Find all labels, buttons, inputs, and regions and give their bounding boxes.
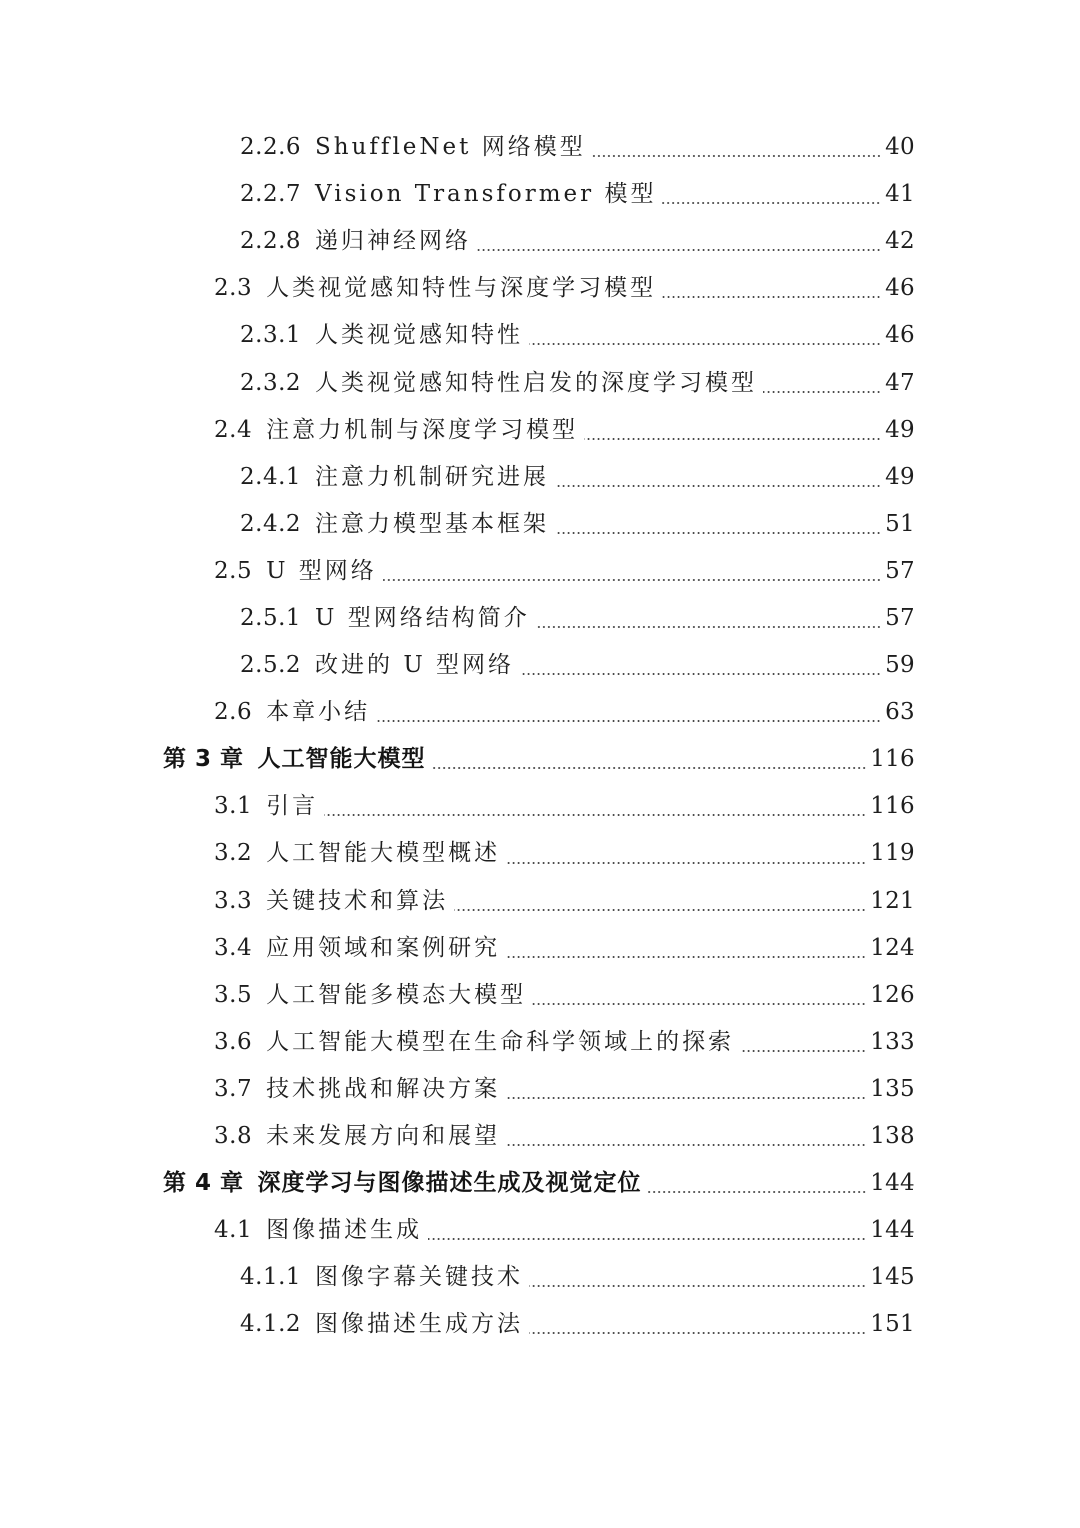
toc-entry-title: 图像描述生成方法 [315, 1311, 524, 1338]
toc-entry-number: 2.3.2 [240, 369, 302, 396]
toc-dot-leader [648, 1191, 867, 1193]
toc-entry-title: 人工智能大模型 [257, 746, 426, 773]
toc-entry-page-number: 138 [870, 1123, 915, 1150]
toc-entry-title: 应用领域和案例研究 [266, 934, 501, 961]
toc-entry[interactable] [0, 1301, 1080, 1348]
toc-entry-title: 改进的 U 型网络 [315, 652, 515, 679]
toc-entry-page-number: 135 [870, 1075, 915, 1102]
toc-dot-leader [592, 155, 881, 157]
toc-dot-leader [740, 1050, 866, 1052]
toc-entry-title: 图像描述生成 [266, 1217, 423, 1244]
toc-entry-title: 人类视觉感知特性 [315, 322, 524, 349]
toc-entry-title: 注意力机制研究进展 [315, 463, 550, 490]
toc-entry-page-number: 57 [885, 557, 915, 584]
toc-entry[interactable] [0, 689, 1080, 736]
toc-entry-page-number: 57 [885, 604, 915, 631]
toc-dot-leader [520, 673, 881, 675]
toc-entry-number: 2.3 [214, 275, 253, 302]
toc-entry-title: 技术挑战和解决方案 [266, 1075, 501, 1102]
toc-entry-title: 本章小结 [266, 699, 371, 726]
toc-entry[interactable] [0, 1066, 1080, 1113]
toc-entry-page-number: 63 [885, 699, 915, 726]
toc-entry-number: 3.5 [214, 981, 253, 1008]
toc-entry-page-number: 124 [870, 934, 915, 961]
toc-entry[interactable] [0, 783, 1080, 830]
toc-entry-page-number: 126 [870, 981, 915, 1008]
toc-entry-number: 3.2 [214, 840, 253, 867]
toc-entry[interactable] [0, 1019, 1080, 1066]
toc-entry-page-number: 40 [885, 134, 915, 161]
toc-entry-title: U 型网络结构简介 [315, 604, 530, 631]
toc-entry-page-number: 49 [885, 463, 915, 490]
toc-entry-number: 2.4 [214, 416, 253, 443]
toc-dot-leader [662, 296, 881, 298]
toc-dot-leader [383, 579, 881, 581]
toc-dot-leader [529, 1285, 866, 1287]
toc-entry-number: 3.4 [214, 934, 253, 961]
toc-entry-number: 3.7 [214, 1075, 253, 1102]
toc-entry-title: 人工智能多模态大模型 [266, 981, 527, 1008]
toc-dot-leader [428, 1238, 866, 1240]
toc-entry[interactable] [0, 1254, 1080, 1301]
toc-entry[interactable] [0, 124, 1080, 171]
toc-dot-leader [376, 720, 881, 722]
toc-entry-number: 2.6 [214, 699, 253, 726]
toc-chapter-heading[interactable] [0, 1160, 1080, 1207]
toc-entry[interactable] [0, 218, 1080, 265]
toc-entry-number: 3.3 [214, 887, 253, 914]
toc-entry[interactable] [0, 548, 1080, 595]
toc-entry[interactable] [0, 265, 1080, 312]
toc-entry-page-number: 46 [885, 322, 915, 349]
toc-entry[interactable] [0, 171, 1080, 218]
toc-entry-page-number: 145 [870, 1264, 915, 1291]
toc-entry-number: 第 3 章 [163, 746, 244, 773]
toc-entry-number: 4.1 [214, 1217, 253, 1244]
toc-entry-title: 递归神经网络 [315, 228, 472, 255]
toc-dot-leader [506, 1097, 866, 1099]
toc-dot-leader [506, 1144, 866, 1146]
toc-entry-page-number: 133 [870, 1028, 915, 1055]
toc-entry-number: 2.4.2 [240, 510, 302, 537]
toc-entry[interactable] [0, 642, 1080, 689]
toc-entry-page-number: 59 [885, 652, 915, 679]
toc-entry[interactable] [0, 1113, 1080, 1160]
toc-entry-number: 2.3.1 [240, 322, 302, 349]
toc-dot-leader [584, 438, 881, 440]
toc-entry-number: 4.1.1 [240, 1264, 302, 1291]
toc-entry-title: 图像字幕关键技术 [315, 1264, 524, 1291]
toc-entry[interactable] [0, 1207, 1080, 1254]
toc-entry-title: 注意力机制与深度学习模型 [266, 416, 579, 443]
toc-entry-number: 2.4.1 [240, 463, 302, 490]
toc-entry-number: 2.5.1 [240, 604, 302, 631]
toc-entry[interactable] [0, 830, 1080, 877]
toc-entry-page-number: 41 [885, 181, 915, 208]
toc-entry-page-number: 121 [870, 887, 915, 914]
toc-dot-leader [555, 485, 881, 487]
toc-entry-title: 人类视觉感知特性与深度学习模型 [266, 275, 657, 302]
toc-dot-leader [454, 909, 866, 911]
toc-entry-number: 2.2.7 [240, 181, 302, 208]
toc-dot-leader [506, 956, 866, 958]
toc-entry-title: 人类视觉感知特性启发的深度学习模型 [315, 369, 758, 396]
toc-dot-leader [662, 202, 881, 204]
toc-dot-leader [529, 1332, 866, 1334]
toc-chapter-heading[interactable] [0, 736, 1080, 783]
toc-entry-number: 3.6 [214, 1028, 253, 1055]
toc-entry-page-number: 151 [870, 1311, 915, 1338]
toc-entry-page-number: 46 [885, 275, 915, 302]
toc-entry[interactable] [0, 925, 1080, 972]
toc-entry-number: 3.1 [214, 793, 253, 820]
table-of-contents [0, 124, 1080, 1348]
toc-entry-page-number: 49 [885, 416, 915, 443]
toc-entry-title: 人工智能大模型概述 [266, 840, 501, 867]
toc-entry[interactable] [0, 407, 1080, 454]
toc-entry-page-number: 47 [885, 369, 915, 396]
toc-entry[interactable] [0, 878, 1080, 925]
toc-entry-page-number: 144 [870, 1217, 915, 1244]
toc-entry-number: 2.5.2 [240, 652, 302, 679]
toc-entry-page-number: 116 [870, 793, 915, 820]
toc-entry-title: 关键技术和算法 [266, 887, 449, 914]
toc-dot-leader [763, 391, 881, 393]
toc-entry-page-number: 144 [870, 1170, 915, 1197]
toc-entry-title: 引言 [266, 793, 319, 820]
toc-dot-leader [536, 626, 881, 628]
toc-entry-title: U 型网络 [266, 557, 377, 584]
toc-entry-number: 2.2.6 [240, 134, 302, 161]
toc-dot-leader [555, 532, 881, 534]
toc-entry-number: 第 4 章 [163, 1170, 244, 1197]
toc-entry[interactable] [0, 501, 1080, 548]
toc-entry-title: Vision Transformer 模型 [315, 181, 657, 208]
toc-dot-leader [477, 249, 881, 251]
toc-entry[interactable] [0, 312, 1080, 359]
toc-entry[interactable] [0, 454, 1080, 501]
toc-entry-title: 人工智能大模型在生命科学领域上的探索 [266, 1028, 735, 1055]
toc-dot-leader [324, 814, 866, 816]
toc-dot-leader [529, 343, 881, 345]
toc-entry-number: 2.5 [214, 557, 253, 584]
toc-entry-number: 3.8 [214, 1123, 253, 1150]
toc-entry-page-number: 51 [885, 510, 915, 537]
toc-dot-leader [506, 862, 866, 864]
toc-entry-title: 注意力模型基本框架 [315, 510, 550, 537]
toc-entry[interactable] [0, 359, 1080, 406]
toc-entry-page-number: 116 [870, 746, 915, 773]
toc-entry-title: 未来发展方向和展望 [266, 1123, 501, 1150]
toc-entry-number: 4.1.2 [240, 1311, 302, 1338]
toc-entry-title: 深度学习与图像描述生成及视觉定位 [257, 1170, 642, 1197]
toc-entry-title: ShuffleNet 网络模型 [315, 134, 586, 161]
toc-entry-page-number: 42 [885, 228, 915, 255]
toc-dot-leader [532, 1003, 866, 1005]
toc-dot-leader [432, 767, 867, 769]
toc-entry-number: 2.2.8 [240, 228, 302, 255]
toc-entry[interactable] [0, 972, 1080, 1019]
toc-entry[interactable] [0, 595, 1080, 642]
toc-entry-page-number: 119 [870, 840, 915, 867]
